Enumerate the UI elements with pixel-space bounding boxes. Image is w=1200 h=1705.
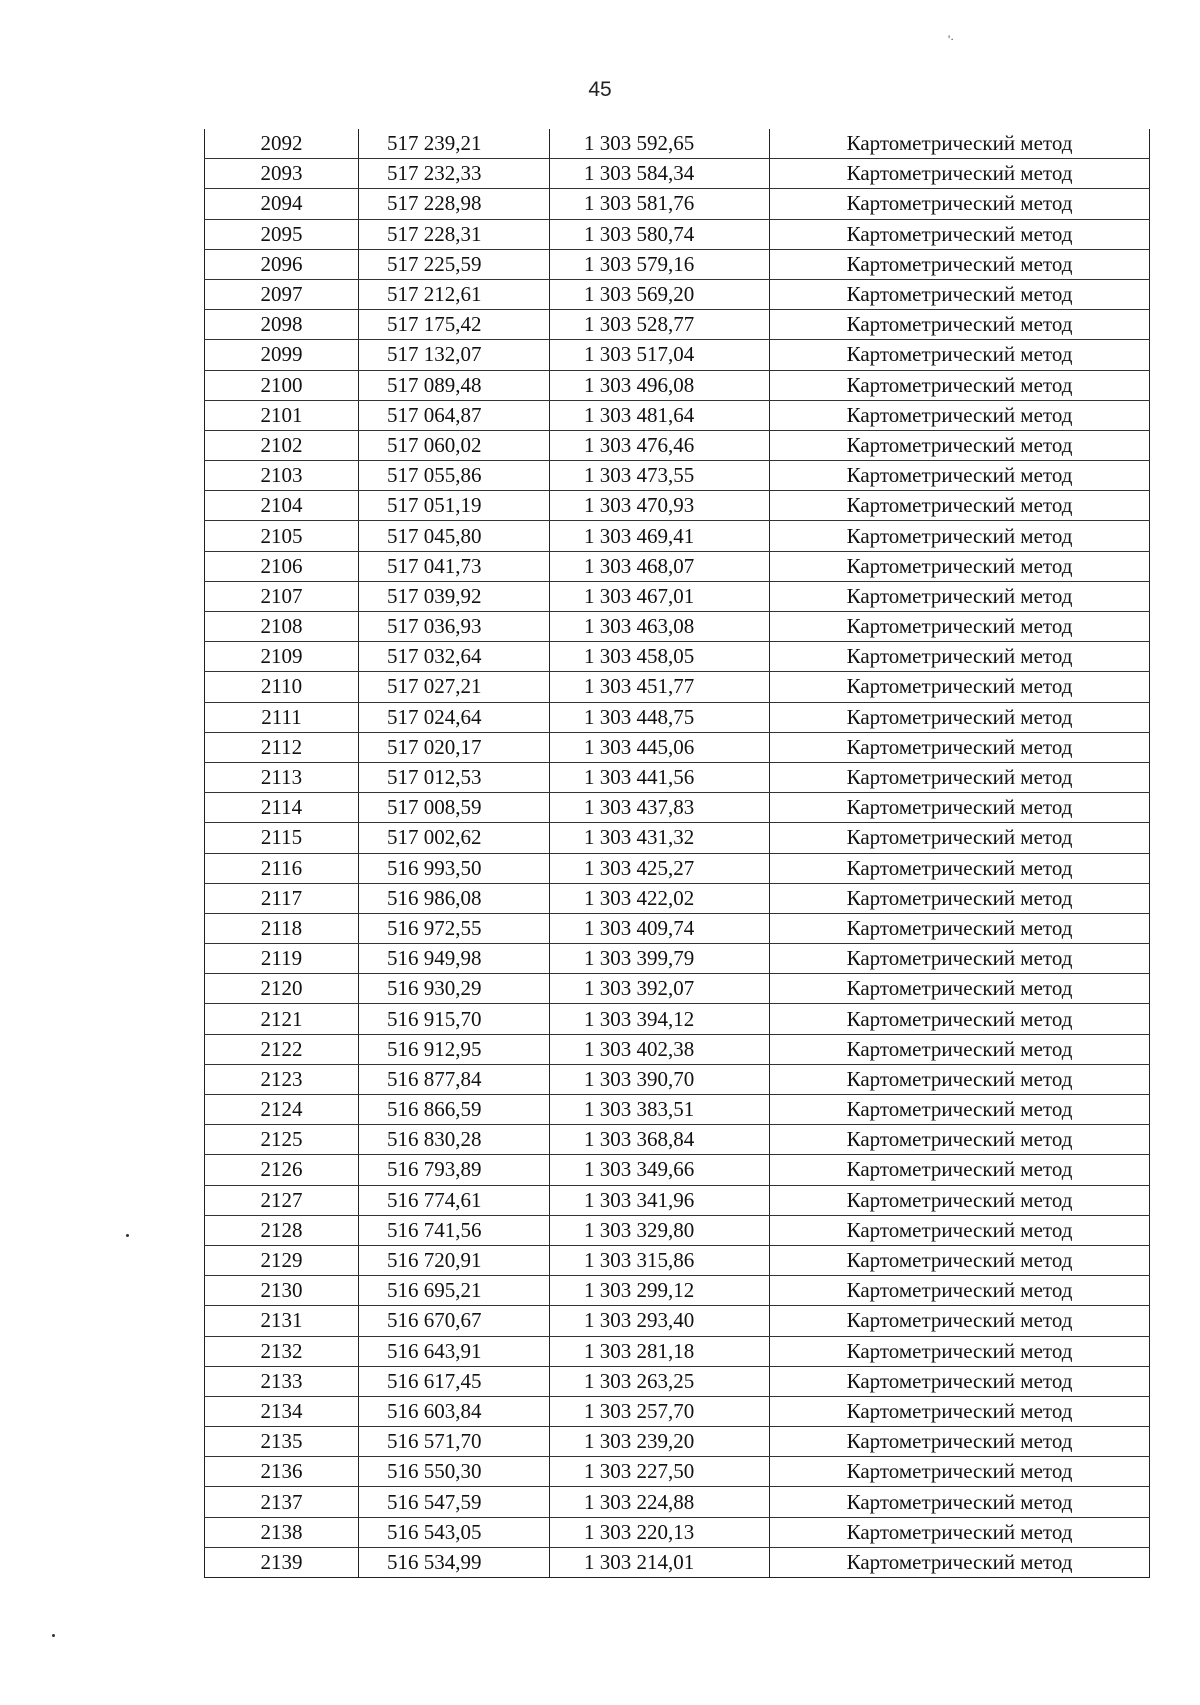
- point-number-cell: 2117: [205, 883, 359, 913]
- method-cell: Картометрический метод: [770, 1245, 1150, 1275]
- y-coordinate-cell: 1 303 315,86: [550, 1245, 770, 1275]
- table-row: [205, 461, 1150, 491]
- method-cell: Картометрический метод: [770, 310, 1150, 340]
- x-coordinate-cell: 517 228,98: [359, 189, 550, 219]
- method-cell: Картометрический метод: [770, 1064, 1150, 1094]
- scan-corner-mark: '·: [948, 32, 955, 46]
- y-coordinate-cell: 1 303 458,05: [550, 642, 770, 672]
- y-coordinate-cell: 1 303 227,50: [550, 1457, 770, 1487]
- method-cell: Картометрический метод: [770, 461, 1150, 491]
- table-row: [205, 159, 1150, 189]
- x-coordinate-cell: 516 543,05: [359, 1517, 550, 1547]
- y-coordinate-cell: 1 303 409,74: [550, 913, 770, 943]
- x-coordinate-cell: 517 055,86: [359, 461, 550, 491]
- table-row: [205, 1004, 1150, 1034]
- method-cell: Картометрический метод: [770, 793, 1150, 823]
- point-number-cell: 2120: [205, 974, 359, 1004]
- point-number-cell: 2114: [205, 793, 359, 823]
- x-coordinate-cell: 516 643,91: [359, 1336, 550, 1366]
- y-coordinate-cell: 1 303 399,79: [550, 944, 770, 974]
- method-cell: Картометрический метод: [770, 340, 1150, 370]
- y-coordinate-cell: 1 303 580,74: [550, 219, 770, 249]
- x-coordinate-cell: 516 695,21: [359, 1276, 550, 1306]
- table-row: [205, 310, 1150, 340]
- x-coordinate-cell: 516 877,84: [359, 1064, 550, 1094]
- point-number-cell: 2116: [205, 853, 359, 883]
- table-row: [205, 370, 1150, 400]
- y-coordinate-cell: 1 303 476,46: [550, 430, 770, 460]
- point-number-cell: 2099: [205, 340, 359, 370]
- method-cell: Картометрический метод: [770, 762, 1150, 792]
- point-number-cell: 2111: [205, 702, 359, 732]
- x-coordinate-cell: 517 051,19: [359, 491, 550, 521]
- x-coordinate-cell: 516 912,95: [359, 1034, 550, 1064]
- x-coordinate-cell: 516 949,98: [359, 944, 550, 974]
- point-number-cell: 2097: [205, 279, 359, 309]
- y-coordinate-cell: 1 303 581,76: [550, 189, 770, 219]
- method-cell: Картометрический метод: [770, 249, 1150, 279]
- x-coordinate-cell: 516 670,67: [359, 1306, 550, 1336]
- method-cell: Картометрический метод: [770, 702, 1150, 732]
- y-coordinate-cell: 1 303 239,20: [550, 1427, 770, 1457]
- x-coordinate-cell: 517 039,92: [359, 581, 550, 611]
- table-row: [205, 400, 1150, 430]
- method-cell: Картометрический метод: [770, 129, 1150, 159]
- x-coordinate-cell: 516 617,45: [359, 1366, 550, 1396]
- point-number-cell: 2121: [205, 1004, 359, 1034]
- table-row: [205, 1276, 1150, 1306]
- x-coordinate-cell: 517 232,33: [359, 159, 550, 189]
- x-coordinate-cell: 517 020,17: [359, 732, 550, 762]
- x-coordinate-cell: 517 036,93: [359, 612, 550, 642]
- method-cell: Картометрический метод: [770, 732, 1150, 762]
- point-number-cell: 2108: [205, 612, 359, 642]
- table-row: [205, 853, 1150, 883]
- table-row: [205, 793, 1150, 823]
- method-cell: Картометрический метод: [770, 1155, 1150, 1185]
- method-cell: Картометрический метод: [770, 279, 1150, 309]
- method-cell: Картометрический метод: [770, 642, 1150, 672]
- y-coordinate-cell: 1 303 329,80: [550, 1215, 770, 1245]
- method-cell: Картометрический метод: [770, 1396, 1150, 1426]
- scan-speck: [126, 1234, 129, 1237]
- method-cell: Картометрический метод: [770, 1487, 1150, 1517]
- point-number-cell: 2127: [205, 1185, 359, 1215]
- method-cell: Картометрический метод: [770, 219, 1150, 249]
- y-coordinate-cell: 1 303 463,08: [550, 612, 770, 642]
- point-number-cell: 2130: [205, 1276, 359, 1306]
- x-coordinate-cell: 517 228,31: [359, 219, 550, 249]
- table-row: [205, 1517, 1150, 1547]
- table-row: [205, 189, 1150, 219]
- x-coordinate-cell: 516 550,30: [359, 1457, 550, 1487]
- point-number-cell: 2101: [205, 400, 359, 430]
- point-number-cell: 2107: [205, 581, 359, 611]
- y-coordinate-cell: 1 303 470,93: [550, 491, 770, 521]
- y-coordinate-cell: 1 303 569,20: [550, 279, 770, 309]
- y-coordinate-cell: 1 303 592,65: [550, 129, 770, 159]
- y-coordinate-cell: 1 303 579,16: [550, 249, 770, 279]
- method-cell: Картометрический метод: [770, 672, 1150, 702]
- method-cell: Картометрический метод: [770, 1185, 1150, 1215]
- x-coordinate-cell: 516 986,08: [359, 883, 550, 913]
- table-row: [205, 1095, 1150, 1125]
- x-coordinate-cell: 516 915,70: [359, 1004, 550, 1034]
- method-cell: Картометрический метод: [770, 853, 1150, 883]
- table-row: [205, 1064, 1150, 1094]
- point-number-cell: 2096: [205, 249, 359, 279]
- y-coordinate-cell: 1 303 431,32: [550, 823, 770, 853]
- method-cell: Картометрический метод: [770, 1095, 1150, 1125]
- x-coordinate-cell: 517 012,53: [359, 762, 550, 792]
- x-coordinate-cell: 516 830,28: [359, 1125, 550, 1155]
- table-row: [205, 1306, 1150, 1336]
- method-cell: Картометрический метод: [770, 430, 1150, 460]
- method-cell: Картометрический метод: [770, 400, 1150, 430]
- table-row: [205, 1125, 1150, 1155]
- method-cell: Картометрический метод: [770, 1517, 1150, 1547]
- x-coordinate-cell: 516 571,70: [359, 1427, 550, 1457]
- method-cell: Картометрический метод: [770, 581, 1150, 611]
- point-number-cell: 2102: [205, 430, 359, 460]
- table-row: [205, 340, 1150, 370]
- x-coordinate-cell: 517 027,21: [359, 672, 550, 702]
- method-cell: Картометрический метод: [770, 159, 1150, 189]
- method-cell: Картометрический метод: [770, 1276, 1150, 1306]
- point-number-cell: 2106: [205, 551, 359, 581]
- method-cell: Картометрический метод: [770, 551, 1150, 581]
- y-coordinate-cell: 1 303 448,75: [550, 702, 770, 732]
- point-number-cell: 2126: [205, 1155, 359, 1185]
- point-number-cell: 2098: [205, 310, 359, 340]
- y-coordinate-cell: 1 303 481,64: [550, 400, 770, 430]
- point-number-cell: 2136: [205, 1457, 359, 1487]
- y-coordinate-cell: 1 303 402,38: [550, 1034, 770, 1064]
- y-coordinate-cell: 1 303 473,55: [550, 461, 770, 491]
- x-coordinate-cell: 517 041,73: [359, 551, 550, 581]
- table-row: [205, 883, 1150, 913]
- method-cell: Картометрический метод: [770, 491, 1150, 521]
- table-row: [205, 732, 1150, 762]
- point-number-cell: 2110: [205, 672, 359, 702]
- point-number-cell: 2125: [205, 1125, 359, 1155]
- point-number-cell: 2113: [205, 762, 359, 792]
- x-coordinate-cell: 517 045,80: [359, 521, 550, 551]
- table-row: [205, 1215, 1150, 1245]
- method-cell: Картометрический метод: [770, 1004, 1150, 1034]
- coordinates-table: [204, 129, 1150, 1578]
- table-row: [205, 913, 1150, 943]
- point-number-cell: 2092: [205, 129, 359, 159]
- table-row: [205, 1366, 1150, 1396]
- method-cell: Картометрический метод: [770, 1034, 1150, 1064]
- y-coordinate-cell: 1 303 392,07: [550, 974, 770, 1004]
- x-coordinate-cell: 517 175,42: [359, 310, 550, 340]
- y-coordinate-cell: 1 303 224,88: [550, 1487, 770, 1517]
- point-number-cell: 2095: [205, 219, 359, 249]
- table-row: [205, 129, 1150, 159]
- x-coordinate-cell: 517 225,59: [359, 249, 550, 279]
- y-coordinate-cell: 1 303 293,40: [550, 1306, 770, 1336]
- x-coordinate-cell: 517 060,02: [359, 430, 550, 460]
- x-coordinate-cell: 516 603,84: [359, 1396, 550, 1426]
- y-coordinate-cell: 1 303 528,77: [550, 310, 770, 340]
- table-row: [205, 521, 1150, 551]
- point-number-cell: 2133: [205, 1366, 359, 1396]
- method-cell: Картометрический метод: [770, 1427, 1150, 1457]
- point-number-cell: 2123: [205, 1064, 359, 1094]
- table-row: [205, 944, 1150, 974]
- table-row: [205, 219, 1150, 249]
- x-coordinate-cell: 516 993,50: [359, 853, 550, 883]
- point-number-cell: 2129: [205, 1245, 359, 1275]
- method-cell: Картометрический метод: [770, 883, 1150, 913]
- method-cell: Картометрический метод: [770, 370, 1150, 400]
- x-coordinate-cell: 517 089,48: [359, 370, 550, 400]
- method-cell: Картометрический метод: [770, 521, 1150, 551]
- y-coordinate-cell: 1 303 383,51: [550, 1095, 770, 1125]
- table-row: [205, 581, 1150, 611]
- table-row: [205, 702, 1150, 732]
- table-row: [205, 1487, 1150, 1517]
- point-number-cell: 2104: [205, 491, 359, 521]
- table-row: [205, 1155, 1150, 1185]
- y-coordinate-cell: 1 303 368,84: [550, 1125, 770, 1155]
- y-coordinate-cell: 1 303 437,83: [550, 793, 770, 823]
- table-row: [205, 279, 1150, 309]
- point-number-cell: 2139: [205, 1547, 359, 1577]
- table-row: [205, 249, 1150, 279]
- method-cell: Картометрический метод: [770, 1125, 1150, 1155]
- method-cell: Картометрический метод: [770, 823, 1150, 853]
- x-coordinate-cell: 517 064,87: [359, 400, 550, 430]
- x-coordinate-cell: 517 132,07: [359, 340, 550, 370]
- x-coordinate-cell: 517 024,64: [359, 702, 550, 732]
- table-row: [205, 1457, 1150, 1487]
- point-number-cell: 2135: [205, 1427, 359, 1457]
- y-coordinate-cell: 1 303 214,01: [550, 1547, 770, 1577]
- y-coordinate-cell: 1 303 445,06: [550, 732, 770, 762]
- y-coordinate-cell: 1 303 451,77: [550, 672, 770, 702]
- y-coordinate-cell: 1 303 341,96: [550, 1185, 770, 1215]
- x-coordinate-cell: 516 774,61: [359, 1185, 550, 1215]
- scan-speck: [52, 1634, 55, 1637]
- y-coordinate-cell: 1 303 441,56: [550, 762, 770, 792]
- coordinates-table-body: [205, 129, 1150, 1578]
- table-row: [205, 672, 1150, 702]
- method-cell: Картометрический метод: [770, 974, 1150, 1004]
- point-number-cell: 2119: [205, 944, 359, 974]
- x-coordinate-cell: 516 720,91: [359, 1245, 550, 1275]
- point-number-cell: 2132: [205, 1336, 359, 1366]
- page-number: 45: [588, 78, 612, 101]
- point-number-cell: 2128: [205, 1215, 359, 1245]
- x-coordinate-cell: 517 239,21: [359, 129, 550, 159]
- point-number-cell: 2105: [205, 521, 359, 551]
- point-number-cell: 2124: [205, 1095, 359, 1125]
- table-row: [205, 1427, 1150, 1457]
- x-coordinate-cell: 516 972,55: [359, 913, 550, 943]
- y-coordinate-cell: 1 303 467,01: [550, 581, 770, 611]
- point-number-cell: 2122: [205, 1034, 359, 1064]
- y-coordinate-cell: 1 303 349,66: [550, 1155, 770, 1185]
- method-cell: Картометрический метод: [770, 1306, 1150, 1336]
- point-number-cell: 2131: [205, 1306, 359, 1336]
- point-number-cell: 2138: [205, 1517, 359, 1547]
- table-row: [205, 1396, 1150, 1426]
- method-cell: Картометрический метод: [770, 944, 1150, 974]
- point-number-cell: 2100: [205, 370, 359, 400]
- point-number-cell: 2137: [205, 1487, 359, 1517]
- method-cell: Картометрический метод: [770, 1366, 1150, 1396]
- y-coordinate-cell: 1 303 257,70: [550, 1396, 770, 1426]
- x-coordinate-cell: 516 741,56: [359, 1215, 550, 1245]
- y-coordinate-cell: 1 303 220,13: [550, 1517, 770, 1547]
- y-coordinate-cell: 1 303 468,07: [550, 551, 770, 581]
- x-coordinate-cell: 517 008,59: [359, 793, 550, 823]
- table-row: [205, 1034, 1150, 1064]
- y-coordinate-cell: 1 303 496,08: [550, 370, 770, 400]
- table-row: [205, 762, 1150, 792]
- table-row: [205, 551, 1150, 581]
- point-number-cell: 2118: [205, 913, 359, 943]
- y-coordinate-cell: 1 303 469,41: [550, 521, 770, 551]
- y-coordinate-cell: 1 303 422,02: [550, 883, 770, 913]
- y-coordinate-cell: 1 303 263,25: [550, 1366, 770, 1396]
- point-number-cell: 2112: [205, 732, 359, 762]
- x-coordinate-cell: 517 002,62: [359, 823, 550, 853]
- point-number-cell: 2093: [205, 159, 359, 189]
- point-number-cell: 2109: [205, 642, 359, 672]
- method-cell: Картометрический метод: [770, 612, 1150, 642]
- method-cell: Картометрический метод: [770, 1457, 1150, 1487]
- point-number-cell: 2094: [205, 189, 359, 219]
- table-row: [205, 612, 1150, 642]
- y-coordinate-cell: 1 303 281,18: [550, 1336, 770, 1366]
- table-row: [205, 491, 1150, 521]
- x-coordinate-cell: 516 793,89: [359, 1155, 550, 1185]
- method-cell: Картометрический метод: [770, 1215, 1150, 1245]
- point-number-cell: 2115: [205, 823, 359, 853]
- table-row: [205, 974, 1150, 1004]
- table-row: [205, 1547, 1150, 1577]
- method-cell: Картометрический метод: [770, 1336, 1150, 1366]
- table-row: [205, 430, 1150, 460]
- method-cell: Картометрический метод: [770, 913, 1150, 943]
- point-number-cell: 2103: [205, 461, 359, 491]
- x-coordinate-cell: 516 547,59: [359, 1487, 550, 1517]
- table-row: [205, 1185, 1150, 1215]
- method-cell: Картометрический метод: [770, 1547, 1150, 1577]
- x-coordinate-cell: 516 930,29: [359, 974, 550, 1004]
- x-coordinate-cell: 516 534,99: [359, 1547, 550, 1577]
- x-coordinate-cell: 517 212,61: [359, 279, 550, 309]
- y-coordinate-cell: 1 303 390,70: [550, 1064, 770, 1094]
- x-coordinate-cell: 517 032,64: [359, 642, 550, 672]
- x-coordinate-cell: 516 866,59: [359, 1095, 550, 1125]
- y-coordinate-cell: 1 303 425,27: [550, 853, 770, 883]
- table-row: [205, 642, 1150, 672]
- y-coordinate-cell: 1 303 517,04: [550, 340, 770, 370]
- method-cell: Картометрический метод: [770, 189, 1150, 219]
- table-row: [205, 1336, 1150, 1366]
- y-coordinate-cell: 1 303 394,12: [550, 1004, 770, 1034]
- table-row: [205, 823, 1150, 853]
- table-row: [205, 1245, 1150, 1275]
- point-number-cell: 2134: [205, 1396, 359, 1426]
- y-coordinate-cell: 1 303 299,12: [550, 1276, 770, 1306]
- y-coordinate-cell: 1 303 584,34: [550, 159, 770, 189]
